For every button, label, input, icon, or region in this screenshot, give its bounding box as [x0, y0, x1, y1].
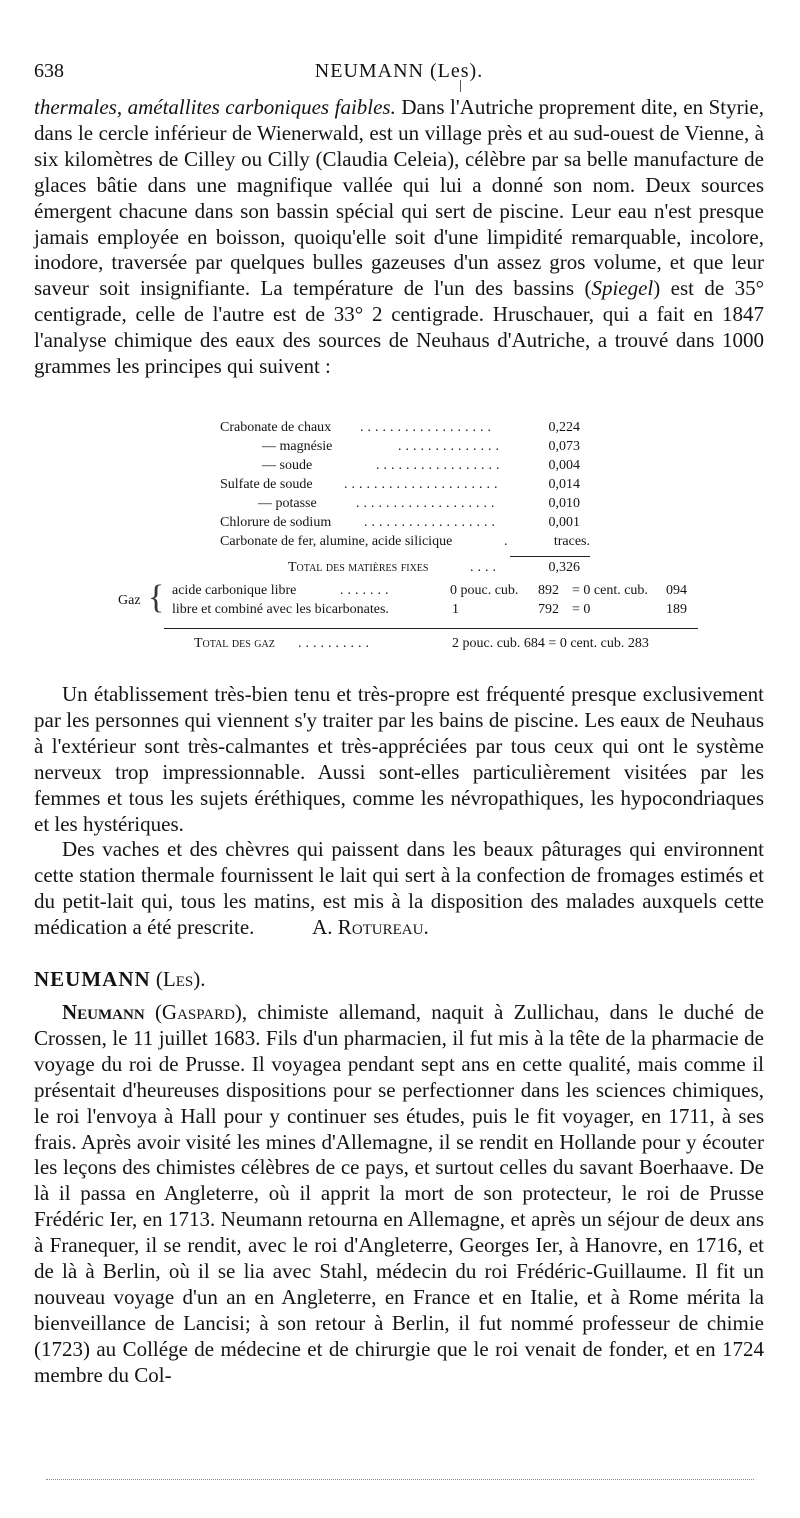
total-rule	[510, 556, 590, 557]
biography-paragraph	[34, 1000, 764, 1389]
gas-brace: {	[148, 579, 165, 616]
intro-paragraph	[34, 95, 764, 380]
analysis-row: — soude ................. 0,004	[262, 458, 580, 473]
gas-row: acide carbonique libre ....... 0 pouc. cub. 892 = 0 cent. cub. 094	[172, 583, 687, 598]
section-title: NEUMANN	[34, 967, 151, 991]
page-header	[34, 60, 764, 86]
section-heading	[34, 967, 764, 993]
spiegel-term: Spiegel	[591, 276, 654, 301]
gas-total-row: Total des gaz .......... 2 pouc. cub. 684 = 0 cent. cub. 283	[194, 636, 649, 651]
running-title: NEUMANN (Les).	[314, 60, 484, 82]
analysis-row: — magnésie .............. 0,073	[262, 439, 580, 454]
intro-text: Dans l'Autriche proprement dite, en Styrie, dans le cercle inférieur de Wienerwald, est un village près et au sud-ouest de Vienne, à six kilomètres de Cilley ou Cilly (Claudia Celeia), célèbre par sa belle manufacture de glaces bâtie dans une magnifique vallée qui lui a donné son nom. Deux sources émergent chacune dans son bassin spécial qui sert de piscine. Leur eau n'est presque jamais employée en boisson, quoiqu'elle soit d'une limpidité remarquable, incolore, inodore, traversée par quelques bulles gazeuses d'un assez gros volume, et que leur saveur soit insignifiante. La température de l'un des bassins (	[34, 95, 764, 301]
intro-italic: thermales, amétallites carboniques faibles.	[34, 95, 396, 119]
intro-text-2: ) est de 35° centigrade, celle de l'autre est de 33° 2 centigrade. Hruschauer, qui a fait en 1847 l'analyse chimique des eaux des sources de Neuhaus d'Autriche, a trouvé dans 1000 grammes les principes qui suivent :	[34, 276, 764, 379]
paragraph-milk: Des vaches et des chèvres qui paissent dans les beaux pâturages qui environnent cette station thermale fournissent le lait qui sert à la confection de fromages estimés et du petit-lait qui, tous les matins, est mis à la disposition des malades auxquels cette médication a été prescrite. A. Rotureau.	[34, 837, 764, 940]
gas-row: libre et combiné avec les bicarbonates. 1 792 = 0 189	[172, 602, 687, 617]
page-number: 638	[34, 60, 64, 82]
analysis-row: Carbonate de fer, alumine, acide silicique . traces.	[220, 534, 590, 549]
gas-label: Gaz	[118, 593, 141, 608]
analysis-row: — potasse ................... 0,010	[258, 496, 580, 511]
person-name: Neumann	[62, 1000, 145, 1024]
analysis-row: Crabonate de chaux .................. 0,224	[220, 420, 580, 435]
footer-rule	[46, 1479, 754, 1481]
body-after-table	[34, 682, 764, 941]
paragraph-establishment: Un établissement très-bien tenu et très-propre est fréquenté presque exclusivement par les personnes qui viennent s'y traiter par les bains de piscine. Les eaux de Neuhaus à l'extérieur sont très-calmantes et très-appréciées par tous ceux qui ont le système nerveux trop impressionnable. Aussi sont-elles particulièrement visitées par les femmes et tous les sujets éréthiques, comme les névropathiques, les hypocondriaques et les hystériques.	[34, 682, 764, 836]
signature: A. Rotureau.	[312, 915, 429, 940]
analysis-row: Chlorure de sodium .................. 0,001	[220, 515, 580, 530]
analysis-total-row: Total des matières fixes .... 0,326	[288, 560, 580, 575]
person-first-name: (Gaspard)	[154, 1000, 242, 1024]
analysis-row: Sulfate de soude ..................... 0,014	[220, 477, 580, 492]
section-title-suffix: (Les).	[150, 967, 206, 991]
gas-rule	[164, 628, 698, 629]
biography-text: , chimiste allemand, naquit à Zullichau, dans le duché de Crossen, le 11 juillet 1683. Fils d'un pharmacien, il fut mis à la tête de la pharmacie de voyage du roi de Prusse. Il voyagea pendant sept ans en cette qualité, mais comme il présentait d'heureuses dispositions pour se perfectionner dans les sciences chimiques, le roi l'envoya à Hall pour y continuer ses études, puis le fit voyager, en 1711, à ses frais. Après avoir visité les mines d'Allemagne, il se rendit en Hollande pour y écouter les leçons des chimistes célèbres de ce pays, et surtout celles du savant Boerhaave. De là il passa en Angleterre, où il apprit la mort de son protecteur, le roi de Prusse Frédéric Ier, en 1713. Neumann retourna en Allemagne, et après un séjour de deux ans à Franequer, il se rendit, avec le roi d'Angleterre, Georges Ier, à Hanovre, en 1716, et de là à Berlin, où il se lia avec Stahl, médecin du roi Frédéric-Guillaume. Il fit un nouveau voyage d'un an en Angleterre, en France et en Italie, et à Rome mérita la bienveillance de Lancisi; à son retour à Berlin, il fut nommé professeur de chimie (1723) au Collége de médecine et de chirurgie que le roi venait de fonder, et en 1724 membre du Col-	[34, 1000, 765, 1387]
